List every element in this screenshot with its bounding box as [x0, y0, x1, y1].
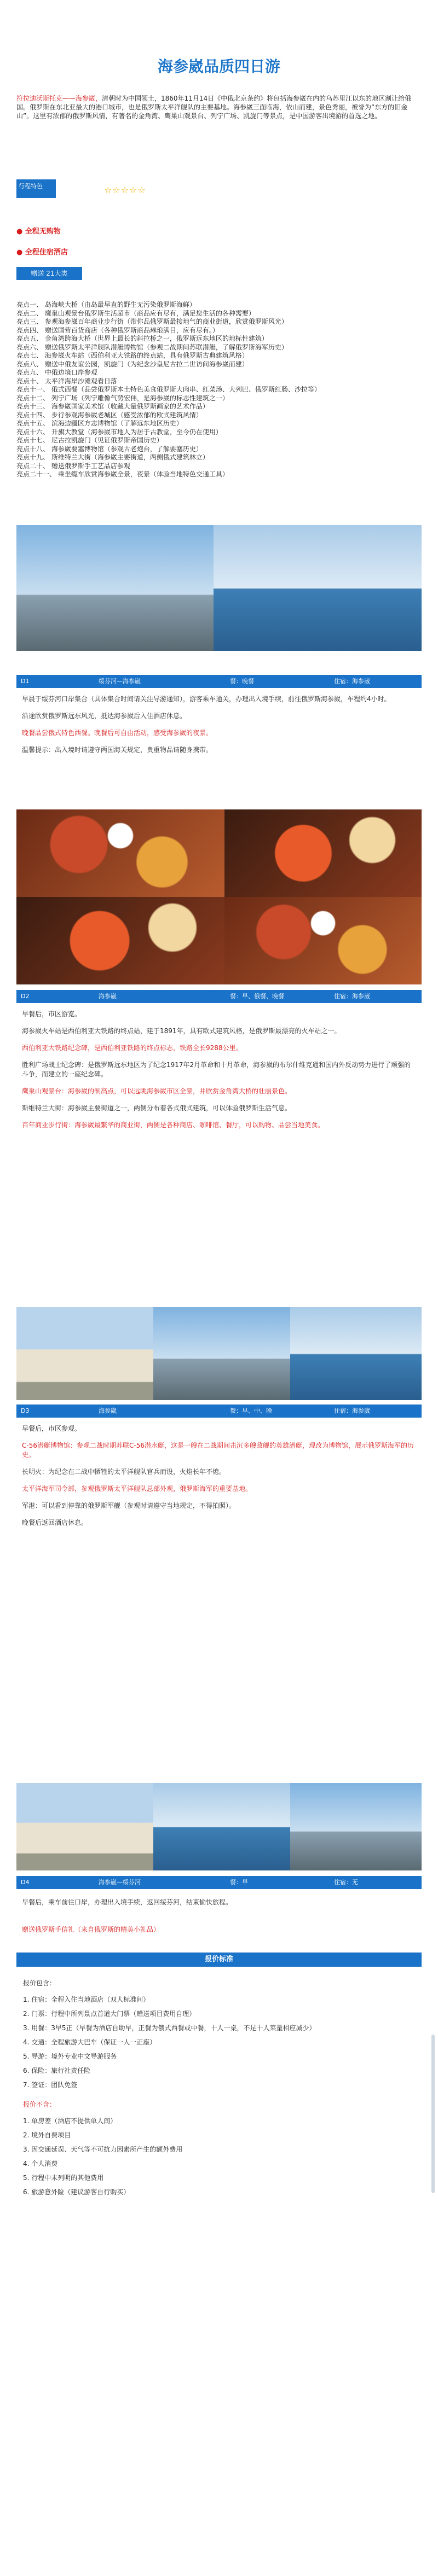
fee-excluded-title: 报价不含：: [23, 2101, 56, 2108]
fee-included-list: [23, 1994, 412, 2090]
highlight-item: 亮点十二、 列宁广场（列宁雕像气势宏伟，是海参崴的标志性建筑之一）: [16, 394, 229, 402]
tagline-no-shopping: ● 全程无购物: [16, 228, 61, 236]
food-photo-3: [16, 897, 224, 984]
free-gift: 赠送俄罗斯手信礼（来自俄罗斯的精美小礼品）: [22, 1926, 160, 1933]
highlight-item: 亮点十五、 滨海边疆区方志博物馆（了解远东地区历史）: [16, 419, 183, 427]
fee-item: 4. 个人消费: [23, 2160, 58, 2167]
day-1-text: 早晨于绥芬河口岸集合（具体集合时间请关注导游通知），游客乘车通关，办理出入境手续，前往俄罗斯海参崴，车程约4小时。 沿途欣赏俄罗斯远东风光，抵达海参崴后入住酒店休息。 晚餐品尝俄式特色西餐。晚餐后可自由活动，感受海参崴的夜景。 温馨提示：出入境时请遵守两国海关规定，贵重物品请随身携带。: [22, 695, 391, 754]
highlight-item: 亮点十、 太平洋海岸沙滩观看日落: [16, 377, 117, 385]
fee-item: 3. 用餐：3早5正（早餐为酒店自助早，正餐为俄式西餐或中餐，十人一桌，不足十人菜量相应减少）: [23, 2024, 316, 2032]
fee-included-title: 报价包含：: [23, 1979, 56, 1987]
highlight-item: 亮点七、 海参崴火车站（西伯利亚大铁路的终点站，具有俄罗斯古典建筑风格）: [16, 352, 249, 359]
page-scrollbar[interactable]: [431, 2035, 435, 2193]
highlight-item: 亮点十一、 俄式西餐（品尝俄罗斯本土特色美食俄罗斯大肉串、红菜汤、大列巴、俄罗斯红肠、沙拉等）: [16, 386, 321, 393]
food-photo-1: [16, 809, 224, 897]
city-square-photo: [16, 525, 214, 651]
fee-item: 1. 单房差（酒店不提供单人间）: [23, 2117, 117, 2125]
fee-item: 3. 因交通延误、天气等不可抗力因素所产生的额外费用: [23, 2146, 183, 2153]
highlight-item: 亮点六、 赠送俄罗斯太平洋舰队潜艇博物馆（参观二战期间苏联潜艇，了解俄罗斯海军历史）: [16, 343, 288, 351]
highlight-item: 亮点一、 岛海峡大桥（由岛最早直的野生无污染俄罗斯海鲜）: [16, 301, 196, 308]
rating-stars: ☆☆☆☆☆: [104, 185, 146, 195]
highlight-item: 亮点五、 金角湾跨海大桥（世界上最长的斜拉桥之一，俄罗斯远东地区的地标性建筑）: [16, 335, 268, 342]
landmark-photo-3: [290, 1307, 422, 1400]
day-bar-2: D2 海参崴 餐：早、俄餐、晚餐 住宿：海参崴: [16, 990, 422, 1003]
day4-photo-1: [16, 1783, 153, 1870]
day-bar-1: D1 绥芬河—海参崴 餐：晚餐 住宿：海参崴: [16, 675, 422, 688]
highlight-item: 亮点十九、 斯维特兰大街（海参崴主要街道，两侧俄式建筑林立）: [16, 453, 209, 461]
day-bar-3: D3 海参崴 餐：早、中、晚 住宿：海参崴: [16, 1404, 422, 1418]
fee-details: [23, 1978, 412, 2201]
day-bar-4: D4 海参崴—绥芬河 餐：早 住宿：无: [16, 1876, 422, 1889]
food-photo-2: [224, 809, 422, 897]
days-tag: 赠送 21大类: [16, 267, 82, 280]
page-title: 海参崴品质四日游: [157, 57, 280, 75]
highlight-item: 亮点十八、 海参崴要塞博物馆（参观古老炮台，了解要塞历史）: [16, 445, 203, 453]
day4-photo-3: [290, 1783, 422, 1870]
tagline-hotel: ● 全程住宿酒店: [16, 248, 68, 257]
fee-excluded-list: [23, 2115, 412, 2198]
harbor-photo: [214, 525, 422, 651]
fee-item: 1. 住宿：全程入住当地酒店（双人标准间）: [23, 1996, 150, 2003]
highlight-item: 亮点十六、 升旗大教堂（海参崴市地人为居于古教堂，至今仍在使用）: [16, 428, 222, 436]
fee-item: 6. 旅游意外险（建议游客自行购买）: [23, 2188, 130, 2196]
fee-item: 2. 门票：行程中所列景点首道大门票（赠送项目费用自理）: [23, 2010, 196, 2018]
highlight-item: 亮点十四、 步行参观海参崴老城区（感受浓郁的欧式建筑风情）: [16, 411, 203, 419]
fee-item: 4. 交通：全程旅游大巴车（保证一人一正座）: [23, 2038, 157, 2046]
highlight-item: 亮点十七、 尼古拉凯旋门（见证俄罗斯帝国历史）: [16, 436, 163, 444]
highlight-item: 亮点九、 中俄边境口岸参观: [16, 369, 97, 376]
highlight-item: 亮点八、 赠送中俄友谊公园，凯旋门（为纪念沙皇尼古拉二世访问海参崴而建）: [16, 360, 249, 368]
fee-item: 5. 行程中未列明的其他费用: [23, 2174, 104, 2182]
day-4-text: 早餐后，乘车前往口岸，办理出入境手续，返回绥芬河，结束愉快旅程。: [22, 1898, 233, 1906]
highlights-list: [16, 301, 422, 479]
intro-paragraph: [16, 94, 422, 120]
highlight-item: 亮点三、 参观海参崴百年商业步行街（带你品俄罗斯最接地气的商业街道，欣赏俄罗斯风光）: [16, 318, 288, 325]
day-3-text: 早餐后，市区参观。 C-56潜艇博物馆：参观二战时期苏联C-56潜水艇，这是一艘在二战期间击沉多艘敌舰的英雄潜艇，现改为博物馆，展示俄罗斯海军的历史。 长明火：为纪念在二战中牺牲的太平洋舰队官兵而设，火焰长年不熄。 太平洋海军司令部，参观俄罗斯太平洋舰队总部外观，俄罗斯海军的重要基地。 军港：可以看到停靠的俄罗斯军舰（参观时请遵守当地规定，不得拍照）。 晚餐后返回酒店休息。: [22, 1425, 414, 1526]
intro-text: 清朝时为中国领土，1860年11月14日《中俄北京条约》将包括海参崴在内的乌苏里江以东的地区割让给俄国。俄罗斯在东北亚最大的港口城市，也是俄罗斯太平洋舰队的主要基地。海参崴三面临海，依山而建，景色秀丽，被誉为“东方的旧金山”。这里有浓郁的俄罗斯风情，有著名的金角湾、鹰巢山观景台、列宁广场、凯旋门等景点，是中国游客出境游的首选之地。: [16, 95, 412, 120]
fee-item: 5. 导游：境外专业中文导游服务: [23, 2053, 117, 2060]
highlight-item: 亮点二、 鹰巢山观景台俄罗斯生活超市（商品应有尽有，满足您生活的各种需要）: [16, 309, 255, 317]
highlight-item: 亮点二十一、 乘坐缆车欣赏海参崴全景，夜景（体验当地特色交通工具）: [16, 470, 229, 478]
fee-item: 7. 签证：团队免签: [23, 2081, 78, 2089]
landmark-photo-1: [16, 1307, 153, 1400]
intro-lead: 符拉迪沃斯托克——海参崴，: [16, 95, 102, 102]
highlight-item: 亮点二十、 赠送俄罗斯手工艺品店参观: [16, 462, 130, 470]
fee-item: 2. 境外自费项目: [23, 2131, 71, 2139]
day4-photo-2: [153, 1783, 290, 1870]
day-2-text: 早餐后，市区游览。 海参崴火车站是西伯利亚大铁路的终点站，建于1891年，具有欧式建筑风格，是俄罗斯最漂亮的火车站之一。 西伯利亚大铁路纪念碑，是西伯利亚铁路的终点标志，铁路全长9288公里。 胜利广场战士纪念碑：是俄罗斯远东地区为了纪念1917年2月革命和十月革命，海参崴的布尔什维克通和国内外反动势力进行了顽强的斗争，而建立的一座纪念碑。 鹰巢山观景台：海参崴的制高点，可以远眺海参崴市区全景，并欣赏金角湾大桥的壮丽景色。 斯维特兰大街：海参崴主要街道之一，两侧分布着各式俄式建筑，可以体验俄罗斯生活气息。 百年商业步行街：海参崴最繁华的商业街，两侧是各种商店、咖啡馆、餐厅，可以购物、品尝当地美食。: [22, 1010, 411, 1129]
food-photo-4: [224, 897, 422, 984]
fee-section-header: 报价标准: [16, 1953, 422, 1967]
fee-item: 6. 保险：旅行社责任险: [23, 2067, 91, 2074]
rating-label: 行程特色: [16, 179, 56, 198]
highlight-item: 亮点四、 赠送国营百货商店（各种俄罗斯商品琳琅满目，应有尽有。）: [16, 326, 219, 334]
highlight-item: 亮点十三、 海参崴国家美术馆（收藏大量俄罗斯画家的艺术作品）: [16, 403, 209, 410]
landmark-photo-2: [153, 1307, 290, 1400]
